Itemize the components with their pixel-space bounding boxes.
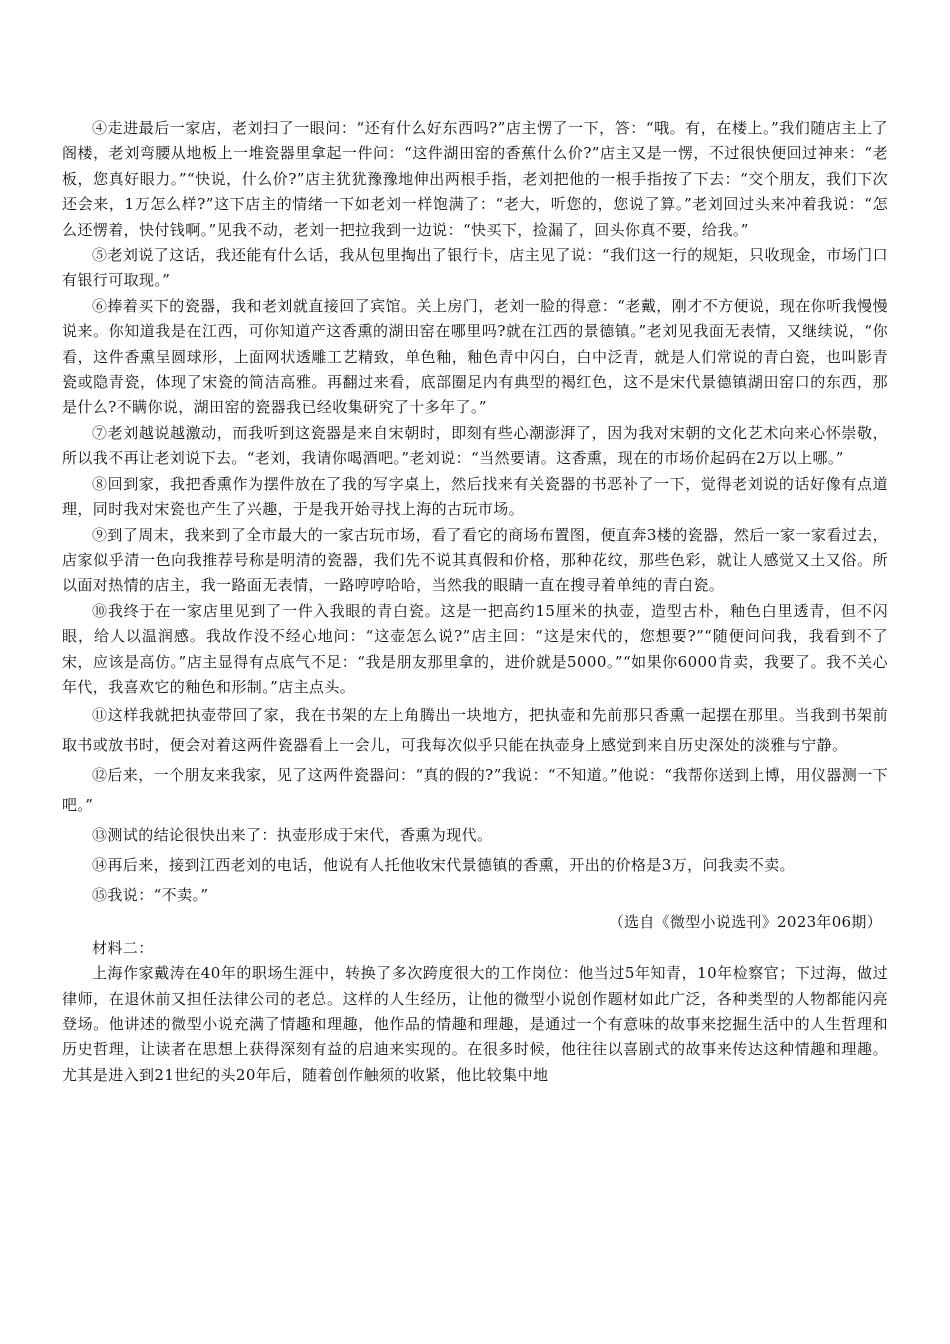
story-paragraph-8: ⑧回到家，我把香熏作为摆件放在了我的写字桌上，然后找来有关瓷器的书恶补了一下，觉得老刘说的话好像有点道理，同时我对宋瓷也产生了兴趣，于是我开始寻找上海的古玩市场。 — [62, 474, 888, 519]
story-paragraph-4: ④走进最后一家店，老刘扫了一眼问：“还有什么好东西吗?”店主愣了一下，答：“哦。有，在楼上。”我们随店主上了阁楼，老刘弯腰从地板上一堆瓷器里拿起一件问：“这件湖田窑的香蕉什么价?”店主又是一愣，不过很快便回过神来：“老板，您真好眼力。”“快说，什么价?”店主犹犹豫豫地伸出两根手指，老刘把他的一根手指按了下去：“交个朋友，我们下次还会来，1万怎么样?”这下店主的情绪一下如老刘一样饱满了：“老大，听您的，您说了算。”老刘回过头来冲着我说：“怎么还愣着，快付钱啊。”见我不动，老刘一把拉我到一边说：“快买下，捡漏了，回头你真不要，给我。” — [62, 119, 888, 239]
story-paragraph-9: ⑨到了周末，我来到了全市最大的一家古玩市场，看了看它的商场布置图，便直奔3楼的瓷器，然后一家一家看过去，店家似乎清一色向我推荐号称是明清的瓷器，我们先不说其真假和价格，那种花纹，那些色彩，就让人感觉又土又俗。所以面对热情的店主，我一路面无表情，一路哼哼哈哈，当然我的眼睛一直在搜寻着单纯的青白瓷。 — [62, 525, 888, 595]
document-page — [62, 116, 888, 1088]
story-source-citation: （选自《微型小说选刊》2023年06期） — [608, 913, 882, 932]
material-two-paragraph: 上海作家戴涛在40年的职场生涯中，转换了多次跨度很大的工作岗位：他当过5年知青，10年检察官；下过海，做过律师，在退休前又担任法律公司的老总。这样的人生经历，让他的微型小说创作题材如此广泛，各种类型的人物都能闪亮登场。他讲述的微型小说充满了情趣和理趣，他作品的情趣和理趣，是通过一个有意味的故事来挖掘生活中的人生哲理和历史哲理，让读者在思想上获得深刻有益的启迪来实现的。在很多时候，他往往以喜剧式的故事来传达这种情趣和理趣。尤其是进入到21世纪的头20年后，随着创作触须的收紧，他比较集中地 — [62, 964, 888, 1084]
story-paragraph-6: ⑥捧着买下的瓷器，我和老刘就直接回了宾馆。关上房门，老刘一脸的得意：“老戴，刚才不方便说，现在你听我慢慢说来。你知道我是在江西，可你知道产这香熏的湖田窑在哪里吗?就在江西的景德镇。”老刘见我面无表情，又继续说，“你看，这件香熏呈圆球形，上面网状透雕工艺精致，单色釉，釉色青中闪白，白中泛青，就是人们常说的青白瓷，也叫影青瓷或隐青瓷，体现了宋瓷的简洁高雅。再翻过来看，底部圈足内有典型的褐红色，这不是宋代景德镇湖田窑口的东西，那是什么?不瞒你说，湖田窑的瓷器我已经收集研究了十多年了。” — [62, 296, 888, 417]
story-paragraph-12: ⑫后来，一个朋友来我家，见了这两件瓷器问：“真的假的?”我说：“不知道。”他说：“我帮你送到上博，用仪器测一下吧。” — [62, 766, 888, 815]
material-two-heading: 材料二： — [92, 938, 154, 957]
story-paragraph-15: ⑮我说：“不卖。” — [92, 886, 209, 905]
story-paragraph-11: ⑪这样我就把执壶带回了家，我在书架的左上角腾出一块地方，把执壶和先前那只香熏一起摆在那里。当我到书架前取书或放书时，便会对着这两件瓷器看上一会儿，可我每次似乎只能在执壶身上感觉到来自历史深处的淡雅与宁静。 — [62, 706, 888, 755]
story-paragraph-7: ⑦老刘越说越激动，而我听到这瓷器是来自宋朝时，即刻有些心潮澎湃了，因为我对宋朝的文化艺术向来心怀崇敬，所以我不再让老刘说下去。“老刘，我请你喝酒吧。”老刘说：“当然要请。这香熏，现在的市场价起码在2万以上哪。” — [62, 423, 888, 468]
story-paragraph-14: ⑭再后来，接到江西老刘的电话，他说有人托他收宋代景德镇的香熏，开出的价格是3万，问我卖不卖。 — [92, 856, 795, 875]
story-paragraph-10: ⑩我终于在一家店里见到了一件入我眼的青白瓷。这是一把高约15厘米的执壶，造型古朴，釉色白里透青，但不闪眼，给人以温润感。我故作没不经心地问：“这壶怎么说?”店主回：“这是宋代的，您想要?”“随便问问我，我看到不了宋，应该是高仿。”店主显得有点底气不足：“我是朋友那里拿的，进价就是5000。”“如果你6000肯卖，我要了。我不关心年代，我喜欢它的釉色和形制。”店主点头。 — [62, 601, 888, 696]
story-paragraph-13: ⑬测试的结论很快出来了：执壶形成于宋代，香熏为现代。 — [92, 826, 493, 845]
story-paragraph-5: ⑤老刘说了这话，我还能有什么话，我从包里掏出了银行卡，店主见了说：“我们这一行的规矩，只收现金，市场门口有银行可取现。” — [62, 246, 888, 290]
